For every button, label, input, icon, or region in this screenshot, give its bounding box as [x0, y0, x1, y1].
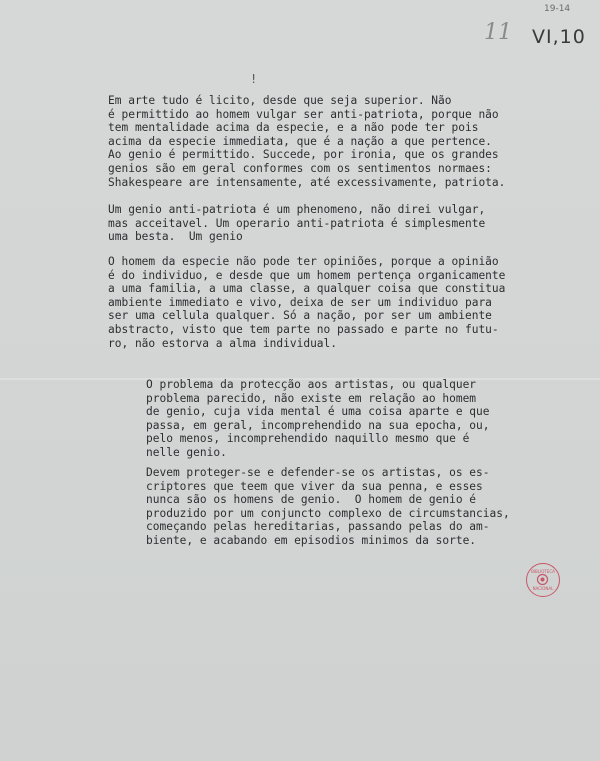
paragraph-arte-licito — [108, 94, 505, 189]
text-line: biente, e acabando em episodios minimos da sorte. — [146, 533, 477, 547]
stamp-top-text: BIBLIOTECA — [531, 569, 555, 574]
pencil-reference-number: 19-14 — [544, 4, 571, 14]
text-line: nelle genio. — [146, 445, 227, 459]
text-line: mas acceitavel. Um operario anti-patriota é simplesmente — [108, 216, 486, 230]
text-line: O homem da especie não pode ter opiniões, porque a opinião — [108, 255, 499, 268]
text-line: ambiente immediato e vivo, deixa de ser um individuo para — [108, 295, 492, 309]
margin-mark: ! — [250, 72, 258, 86]
text-line: Devem proteger-se e defender-se os artistas, os es- — [146, 466, 490, 479]
text-line: começando pelas hereditarias, passando pelas do am- — [146, 520, 490, 534]
paragraph-homem-especie — [108, 255, 505, 350]
text-line: criptores que teem que viver da sua penna, e esses — [146, 479, 483, 493]
text-line: Um genio anti-patriota é um phenomeno, não direi vulgar, — [108, 203, 486, 216]
text-line: Shakespeare are intensamente, até excessivamente, patriota. — [108, 175, 506, 189]
text-line: de genio, cuja vida mental é uma coisa aparte e que — [146, 405, 490, 419]
text-line: acima da especie immediata, que é a nação a que pertence. — [108, 134, 492, 148]
library-stamp — [526, 563, 560, 597]
paragraph-protecao-artistas — [146, 378, 490, 460]
paragraph-proteger-artistas — [146, 466, 510, 548]
stamp-bottom-text: NACIONAL — [532, 586, 554, 591]
paragraph-genio-anti-patriota — [108, 203, 485, 244]
text-line: pelo menos, incomprehendido naquillo mesmo que é — [146, 432, 470, 446]
text-line: é do individuo, e desde que um homem pertença organicamente — [108, 268, 506, 282]
text-line: produzido por um conjuncto complexo de circumstancias, — [146, 506, 510, 520]
text-line: tem mentalidade acima da especie, e a não pode ter pois — [108, 121, 479, 135]
text-line: Em arte tudo é licito, desde que seja superior. Não — [108, 94, 452, 107]
text-line: passa, em geral, incomprehendido na sua epocha, ou, — [146, 418, 490, 432]
text-line: abstracto, visto que tem parte no passado e parte no futu- — [108, 322, 499, 336]
text-line: é permittido ao homem vulgar ser anti-patriota, porque não — [108, 107, 499, 121]
text-line: nunca são os homens de genio. O homem de genio é — [146, 493, 477, 507]
text-line: genios são em geral conformes com os sentimentos normaes: — [108, 161, 492, 175]
text-line: uma besta. Um genio — [108, 230, 243, 244]
text-line: Ao genio é permittido. Succede, por ironia, que os grandes — [108, 148, 499, 162]
handwritten-archive-code: VI,10 — [532, 26, 586, 48]
text-line: a uma familia, a uma classe, a qualquer coisa que constitua — [108, 282, 506, 296]
handwritten-page-number: 11 — [484, 20, 512, 45]
text-line: O problema da protecção aos artistas, ou qualquer — [146, 378, 477, 391]
text-line: ser uma cellula qualquer. Só a nação, por ser um ambiente — [108, 309, 492, 323]
text-line: problema parecido, não existe em relação ao homem — [146, 391, 477, 405]
text-line: ro, não estorva a alma individual. — [108, 336, 338, 350]
